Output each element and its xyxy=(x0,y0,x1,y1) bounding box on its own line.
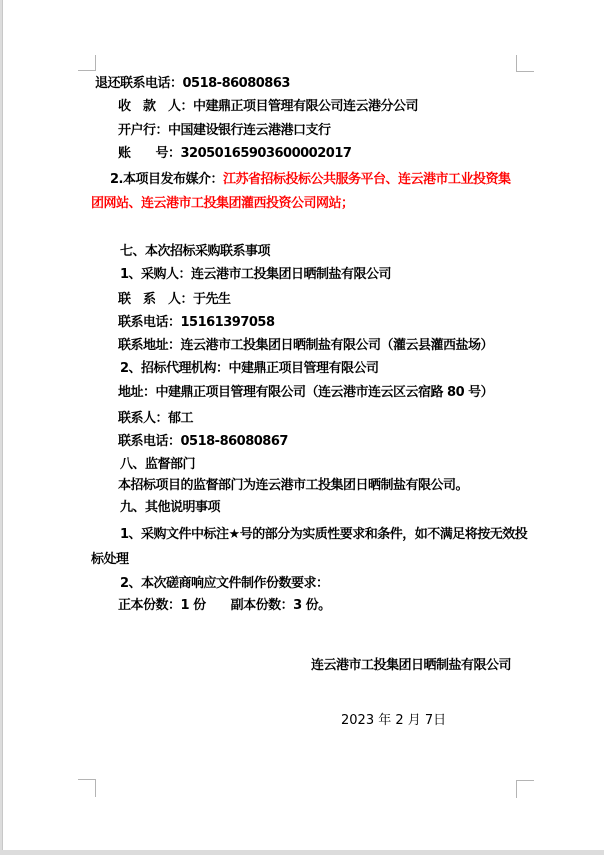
text-line-contact-phone xyxy=(118,315,275,330)
text-segment: 1、采购文件中标注★号的部分为实质性要求和条件，如不满足将按无效投 xyxy=(120,527,528,542)
text-segment: 联系人：郁工 xyxy=(118,411,194,426)
text-boundary-mark-bottom-left xyxy=(78,779,96,797)
text-segment: 2、招标代理机构：中建鼎正项目管理有限公司 xyxy=(120,361,379,376)
text-segment: 联系电话：15161397058 xyxy=(118,315,275,330)
text-segment: 本招标项目的监督部门为连云港市工投集团日晒制盐有限公司。 xyxy=(118,478,469,493)
text-segment: 正本份数：1 份 副本份数：3 份。 xyxy=(118,598,331,613)
text-line-payee xyxy=(118,99,418,114)
text-segment: 账 号：32050165903600002017 xyxy=(118,146,352,161)
text-segment: 标处理 xyxy=(91,552,129,567)
text-segment: 收 款 人：中建鼎正项目管理有限公司连云港分公司 xyxy=(118,99,419,114)
text-segment: 2023 年 2 月 7日 xyxy=(341,713,447,728)
text-line-contact-address xyxy=(118,338,493,353)
text-line-publish-media-line2 xyxy=(91,196,354,211)
text-segment: 连云港市工投集团日晒制盐有限公司 xyxy=(311,658,512,673)
text-line-contact-person xyxy=(118,292,231,307)
text-line-section-8-heading xyxy=(120,457,195,472)
text-segment: 九、其他说明事项 xyxy=(120,500,221,515)
text-line-agency-address xyxy=(118,385,493,400)
text-line-section-7-heading xyxy=(120,244,270,259)
text-segment: 团网站、连云港市工投集团灌西投资公司网站； xyxy=(91,196,354,211)
text-line-agency-phone xyxy=(118,434,288,449)
text-boundary-mark-bottom-right xyxy=(516,780,534,798)
text-line-note-1-line1 xyxy=(120,527,527,542)
text-line-refund-phone xyxy=(95,76,290,91)
text-segment: 八、监督部门 xyxy=(120,457,196,472)
text-line-copies xyxy=(118,598,331,613)
text-segment: 1、采购人：连云港市工投集团日晒制盐有限公司 xyxy=(120,267,392,282)
text-line-publish-media-line1 xyxy=(110,172,511,187)
text-line-supervision xyxy=(118,478,468,493)
text-segment: 退还联系电话：0518-86080863 xyxy=(95,76,290,91)
text-segment: 2.本项目发布媒介： xyxy=(110,172,223,187)
text-line-account-number xyxy=(118,146,351,161)
text-line-signature-company xyxy=(311,658,511,673)
text-segment: 联系地址：连云港市工投集团日晒制盐有限公司（灌云县灌西盐场） xyxy=(118,338,494,353)
app-background-strip xyxy=(0,850,604,855)
text-line-note-1-line2 xyxy=(91,552,129,567)
text-segment: 开户行：中国建设银行连云港港口支行 xyxy=(118,123,331,138)
text-line-agency-contact xyxy=(118,411,193,426)
text-segment: 七、本次招标采购联系事项 xyxy=(120,244,271,259)
text-segment: 2、本次磋商响应文件制作份数要求： xyxy=(120,576,329,591)
text-boundary-mark-top-left xyxy=(78,55,96,71)
text-segment: 联 系 人：于先生 xyxy=(118,292,231,307)
text-line-bank xyxy=(118,123,331,138)
text-segment: 地址：中建鼎正项目管理有限公司（连云港市连云区云宿路 80 号） xyxy=(118,385,494,400)
text-boundary-mark-top-right xyxy=(516,55,534,72)
document-page xyxy=(2,0,604,850)
text-line-note-2 xyxy=(120,576,329,591)
text-segment: 联系电话：0518-86080867 xyxy=(118,434,288,449)
text-line-agency xyxy=(120,361,379,376)
text-line-purchaser xyxy=(120,267,391,282)
text-line-signature-date xyxy=(341,713,446,728)
text-segment: 江苏省招标投标公共服务平台、连云港市工业投资集 xyxy=(222,172,511,187)
text-line-section-9-heading xyxy=(120,500,220,515)
